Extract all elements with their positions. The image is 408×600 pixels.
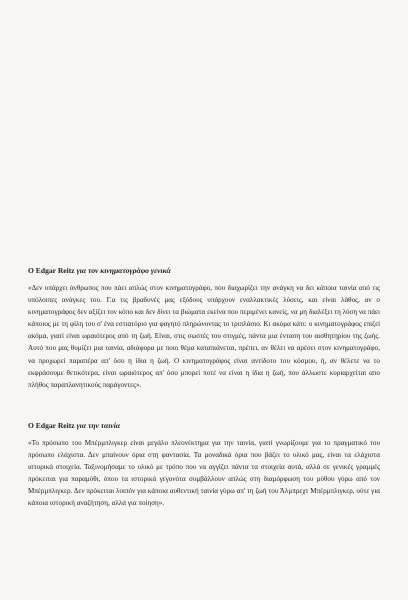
section-heading: [28, 421, 380, 431]
heading-topic: για τον κινηματογράφο γενικά: [74, 266, 171, 275]
section-body: «Το πρόσωπο του Μπέρμπλιγκερ είναι μεγάλο πλεονέκτημα για την ταινία, γιατί γνωρίζουμε για το πραγματικό του πρόσωπο ελάχιστα. Δεν μπαίνουν όρια στη φαντασία. Τα μοναδικά όρια που βάζει το υλικό μας, είναι τα ελάχιστα ιστορικά στοιχεία. Ταξινομήσαμε το υλικό με τρόπο που να αγγίζει πάντα τα στοιχεία αυτά, αλλά σε γενικές γραμμές πρόκειται για παραμύθι, όπου τα ιστορικά γεγονότα συμβάλλουν απλώς στη διαμόρφωση του μύθου γύρω από τον Μπέρμπλιγκερ. Δεν πρόκειται λοιπόν για κάποια αυθεντική ταινία γύρω απ' τη ζωή του Άλμπρεχτ Μπέρμπλιγκερ, ούτε για κάποια ιστορική αναζήτηση, αλλά για ποίηση».: [28, 439, 380, 508]
section-general-cinema: [28, 266, 380, 391]
heading-topic: για την ταινία: [74, 421, 121, 430]
section-body: «Δεν υπάρχει άνθρωπος που πάει απλώς στον κινηματογράφο, που διαχωρίζει την ανάγκη να δει κάποια ταινία από τις υπόλοιπες ανάγκες του. Γ.α τις βραδυνές μας εξόδους υπάρχουν εναλλακτικές λύσεις, και είναι λάθος, αν ο κινηματογράφος δεν αξίζει τον κόπο και δεν δίνει τα βιώματα εκείνα που περιμένει κανείς, να μη διαλέξει τη λύση να πάει κάποιος με τη φίλη του σ' ένα εστιατόριο για φαγητό πληρώνοντας το τριπλάσιο. Κι ακόμα κάτι: ο κινηματογράφος επιζεί ακόμα, γιατί είναι ωραιότερος από τη ζωή. Είναι, στις σωστές του στιγμές, πάντα μια ένταση του αισθητηρίου της ζωής. Αυτό που μας θυμίζει μια ταινία, αδιάφορα με ποιο θέμα καταπιάνεται, πρέπει, αν θέλει να αρέσει στον κινηματογράφο, να προχωρεί παραπέρα απ' όσο η ίδια η ζωή. Ο κινηματογράφος είναι αντίδοτο του κόσμου, ή, αν θέλετε να το εκφράσουμε θετικότερα, είναι ωραιότερος απ' όσο μπορεί ποτέ να είναι η ίδια η ζωή, που άλλωστε κυριαρχείται απο πλήθος παραπλανητικούς παράγοντες».: [28, 284, 380, 389]
section-heading: [28, 266, 380, 276]
heading-name: O Edgar Reitz: [28, 421, 75, 430]
section-the-film: [28, 421, 380, 510]
heading-name: O Edgar Reitz: [28, 266, 75, 275]
